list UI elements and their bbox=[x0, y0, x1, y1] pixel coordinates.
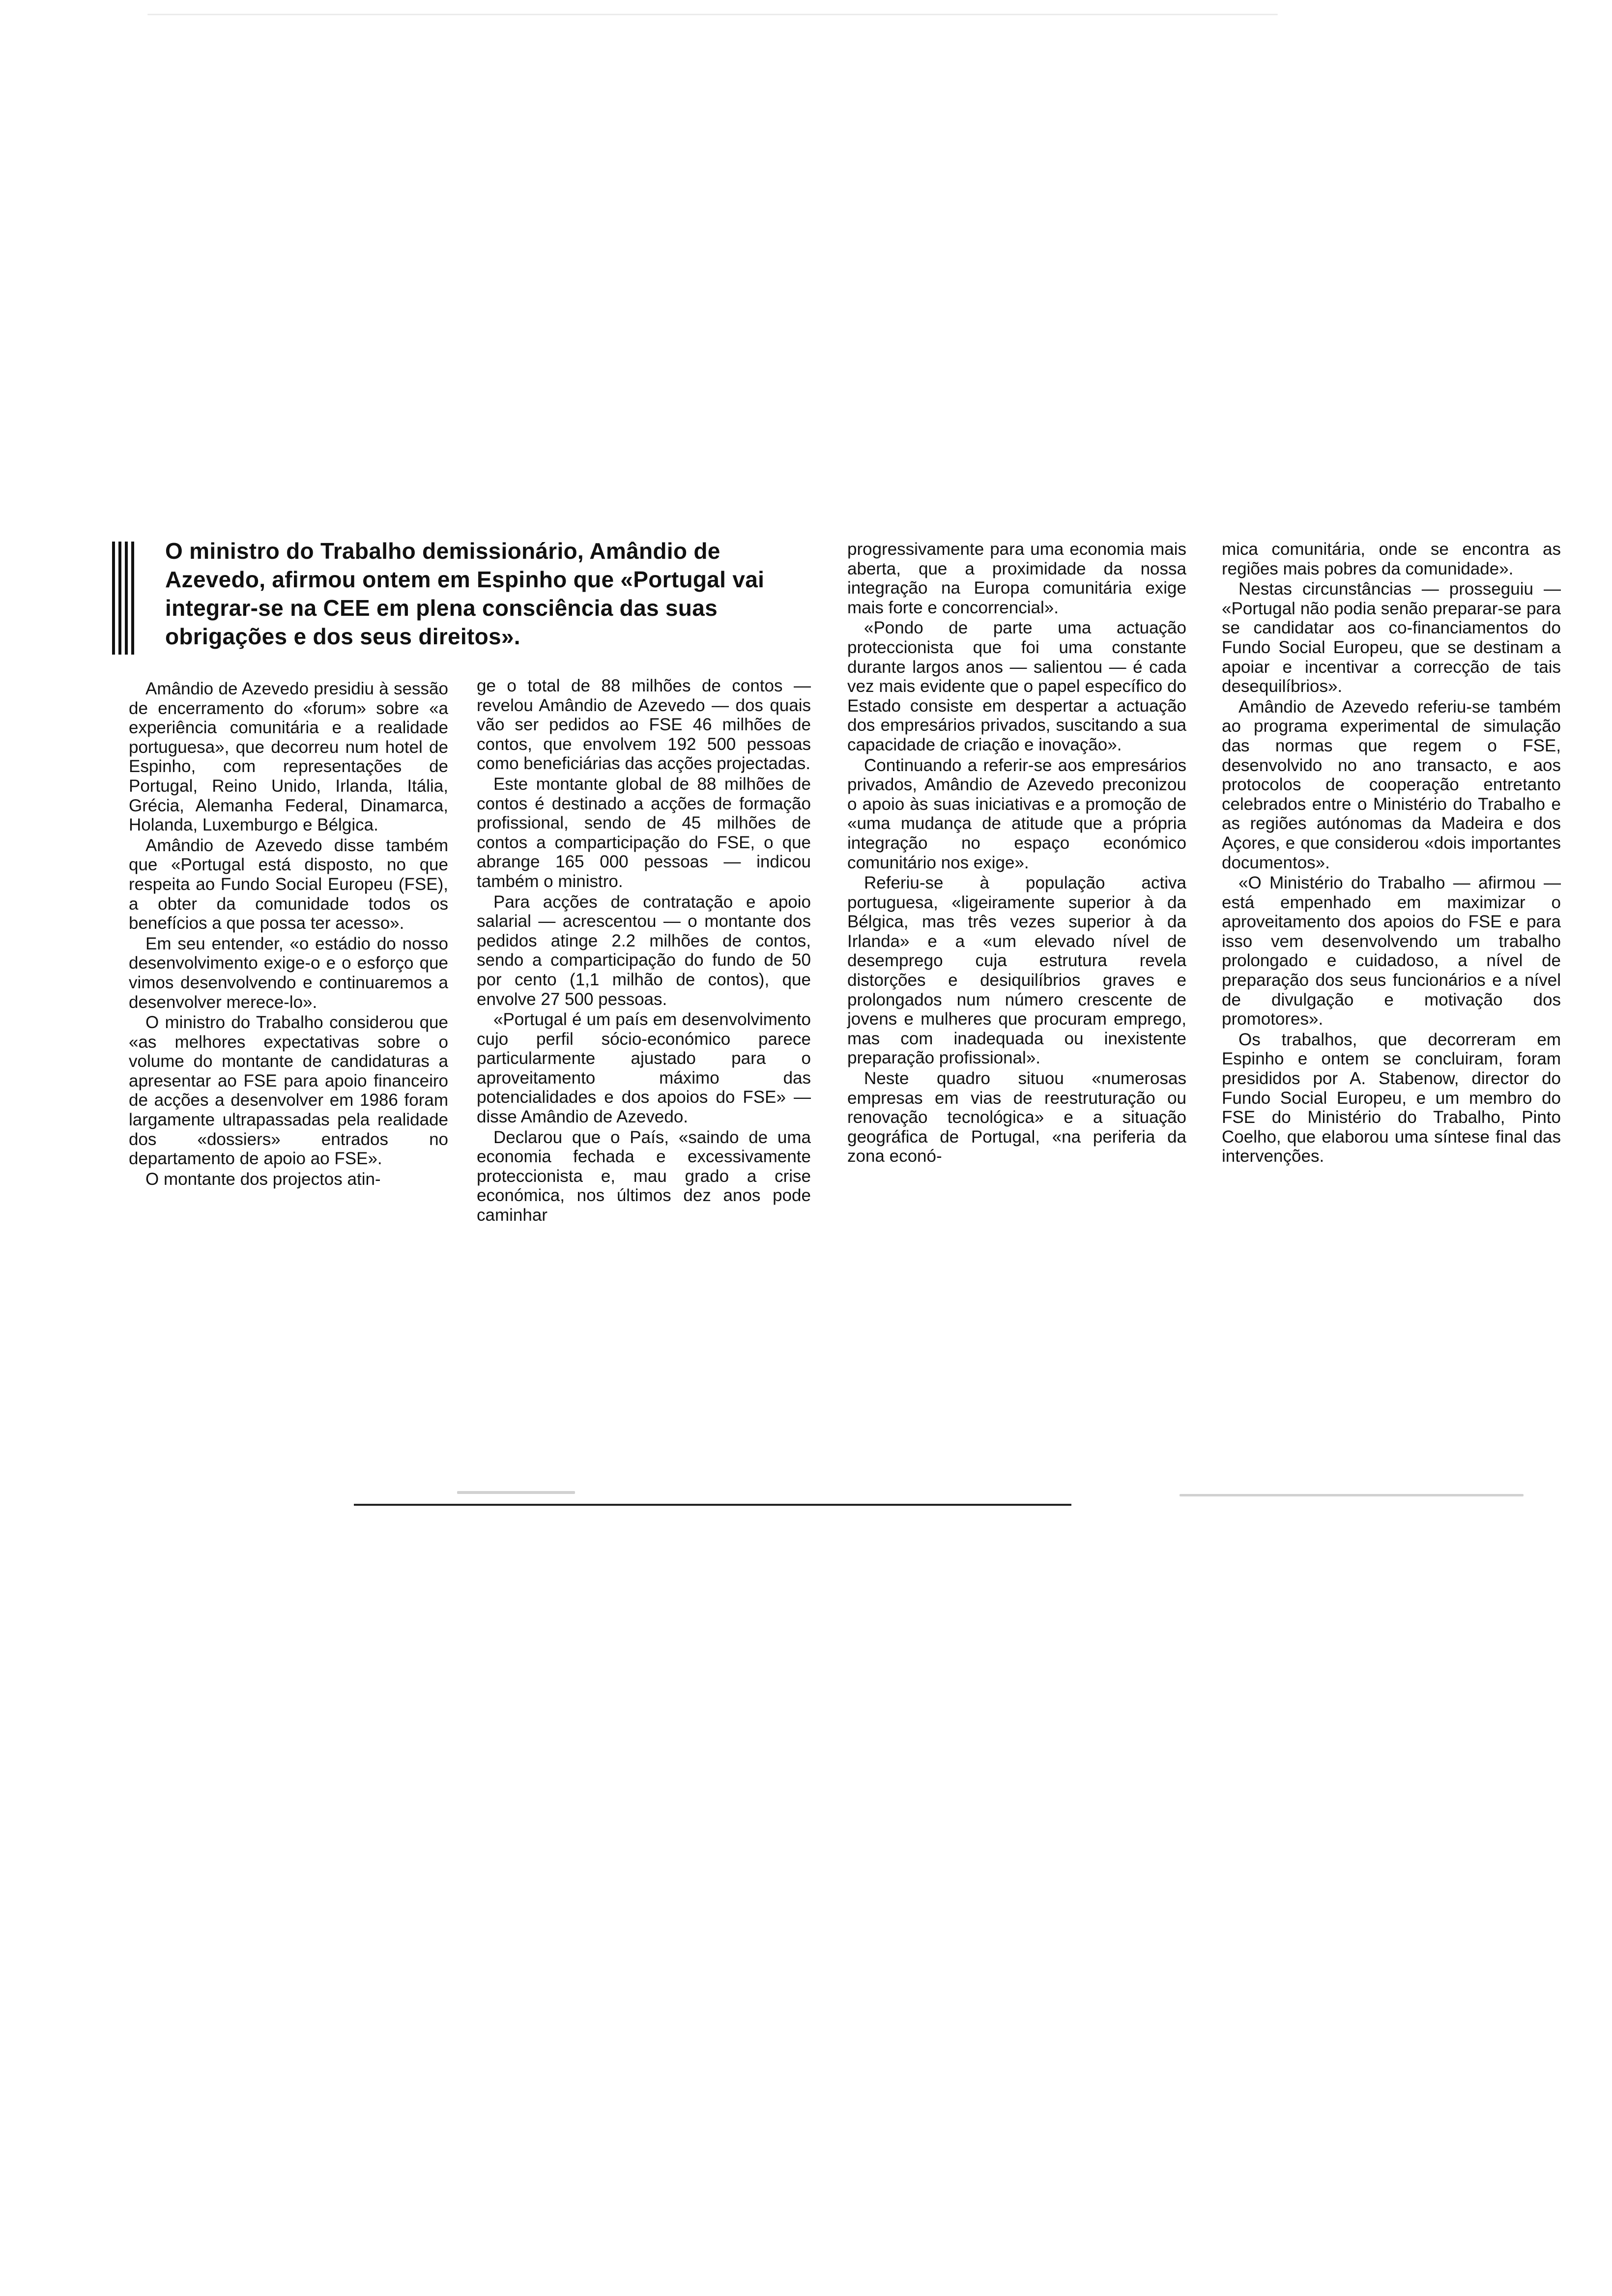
headline-bar-ornament bbox=[112, 542, 135, 655]
paragraph: Nestas circunstâncias — prosseguiu — «Portugal não podia senão preparar-se para se candidatar aos co-financiamentos do Fundo Social Europeu, que se destinam a apoiar e incentivar a correcção de tais desequilíbrios». bbox=[1222, 579, 1561, 696]
article-column-3 bbox=[847, 540, 1186, 1166]
paragraph: Referiu-se à população activa portuguesa, «ligeiramente superior à da Bélgica, mas três vezes superior à da Irlanda» e a «um elevado nível de desemprego cuja estrutura revela distorções e desiquilíbrios graves e prolongados num número crescente de jovens e mulheres que procuram emprego, mas com inadequada ou inexistente preparação profissional». bbox=[847, 873, 1186, 1068]
scan-edge-noise bbox=[147, 14, 1278, 15]
paragraph: Amândio de Azevedo presidiu à sessão de encerramento do «forum» sobre «a experiência comunitária e a realidade portuguesa», que decorreu num hotel de Espinho, com representações de Portugal, Reino Unido, Irlanda, Itália, Grécia, Alemanha Federal, Dinamarca, Holanda, Luxemburgo e Bélgica. bbox=[129, 679, 448, 835]
article-column-1 bbox=[129, 679, 448, 1189]
bottom-divider-rule bbox=[354, 1504, 1071, 1506]
paragraph: Neste quadro situou «numerosas empresas em vias de reestruturação ou renovação tecnológica» e a situação geográfica de Portugal, «na periferia da zona econó- bbox=[847, 1069, 1186, 1166]
paragraph: O ministro do Trabalho considerou que «as melhores expectativas sobre o volume do montante de candidaturas a apresentar ao FSE para apoio financeiro de acções a desenvolver em 1986 foram largamente ultrapassadas pela realidade dos «dossiers» entrados no departamento de apoio ao FSE». bbox=[129, 1013, 448, 1169]
paragraph: «Portugal é um país em desenvolvimento cujo perfil sócio-económico parece particularmente ajustado para o aproveitamento máximo das potencialidades e dos apoios do FSE» — disse Amândio de Azevedo. bbox=[477, 1010, 811, 1127]
print-smudge bbox=[457, 1491, 575, 1494]
article-column-2 bbox=[477, 676, 811, 1225]
paragraph: ge o total de 88 milhões de contos — revelou Amândio de Azevedo — dos quais vão ser pedidos ao FSE 46 milhões de contos, que envolvem 192 500 pessoas como beneficiárias das acções projectadas. bbox=[477, 676, 811, 774]
print-smudge bbox=[1180, 1494, 1524, 1496]
paragraph: Amândio de Azevedo disse também que «Portugal está disposto, no que respeita ao Fundo Social Europeu (FSE), a obter da comunidade todos os benefícios a que possa ter acesso». bbox=[129, 835, 448, 933]
paragraph: «O Ministério do Trabalho — afirmou — está empenhado em maximizar o aproveitamento dos apoios do FSE e para isso vem desenvolvendo um trabalho prolongado e cuidadoso, a nível de preparação dos seus funcionários e a nível de divulgação e motivação dos promotores». bbox=[1222, 873, 1561, 1029]
paragraph: Continuando a referir-se aos empresários privados, Amândio de Azevedo preconizou o apoio às suas iniciativas e a promoção de «uma mudança de atitude que a própria integração no espaço económico comunitário nos exige». bbox=[847, 755, 1186, 872]
paragraph: Os trabalhos, que decorreram em Espinho e ontem se concluiram, foram presididos por A. Stabenow, director do Fundo Social Europeu, e um membro do FSE do Ministério do Trabalho, Pinto Coelho, que elaborou uma síntese final das intervenções. bbox=[1222, 1030, 1561, 1166]
paragraph: Amândio de Azevedo referiu-se também ao programa experimental de simulação das normas que regem o FSE, desenvolvido no ano transacto, e aos protocolos de cooperação entretanto celebrados entre o Ministério do Trabalho e as regiões autónomas da Madeira e dos Açores, e que considerou «dois importantes documentos». bbox=[1222, 697, 1561, 872]
paragraph: O montante dos projectos atin- bbox=[145, 1169, 381, 1189]
paragraph: Declarou que o País, «saindo de uma economia fechada e excessivamente proteccionista e, mau grado a crise económica, nos últimos dez anos pode caminhar bbox=[477, 1127, 811, 1225]
paragraph: Para acções de contratação e apoio salarial — acrescentou — o montante dos pedidos atinge 2.2 milhões de contos, sendo a comparticipação do fundo de 50 por cento (1,1 milhão de contos), que envolve 27 500 pessoas. bbox=[477, 892, 811, 1009]
article-column-4 bbox=[1222, 540, 1561, 1166]
paragraph: Este montante global de 88 milhões de contos é destinado a acções de formação profissional, sendo de 45 milhões de contos a comparticipação do FSE, o que abrange 165 000 pessoas — indicou também o ministro. bbox=[477, 774, 811, 891]
paragraph: mica comunitária, onde se encontra as regiões mais pobres da comunidade». bbox=[1222, 540, 1561, 578]
article-headline: O ministro do Trabalho demissionário, Amândio de Azevedo, afirmou ontem em Espinho que «Portugal vai integrar-se na CEE em plena consciência das suas obrigações e dos seus direitos». bbox=[165, 538, 765, 649]
paragraph: Em seu entender, «o estádio do nosso desenvolvimento exige-o e o esforço que vimos desenvolvendo e continuaremos a desenvolver merece-lo». bbox=[129, 934, 448, 1012]
paragraph: «Pondo de parte uma actuação proteccionista que foi uma constante durante largos anos — salientou — é cada vez mais evidente que o papel específico do Estado consiste em despertar a actuação dos empresários privados, suscitando a sua capacidade de criação e inovação». bbox=[847, 618, 1186, 754]
paragraph: progressivamente para uma economia mais aberta, que a proximidade da nossa integração na Europa comunitária exige mais forte e concorrencial». bbox=[847, 540, 1186, 617]
